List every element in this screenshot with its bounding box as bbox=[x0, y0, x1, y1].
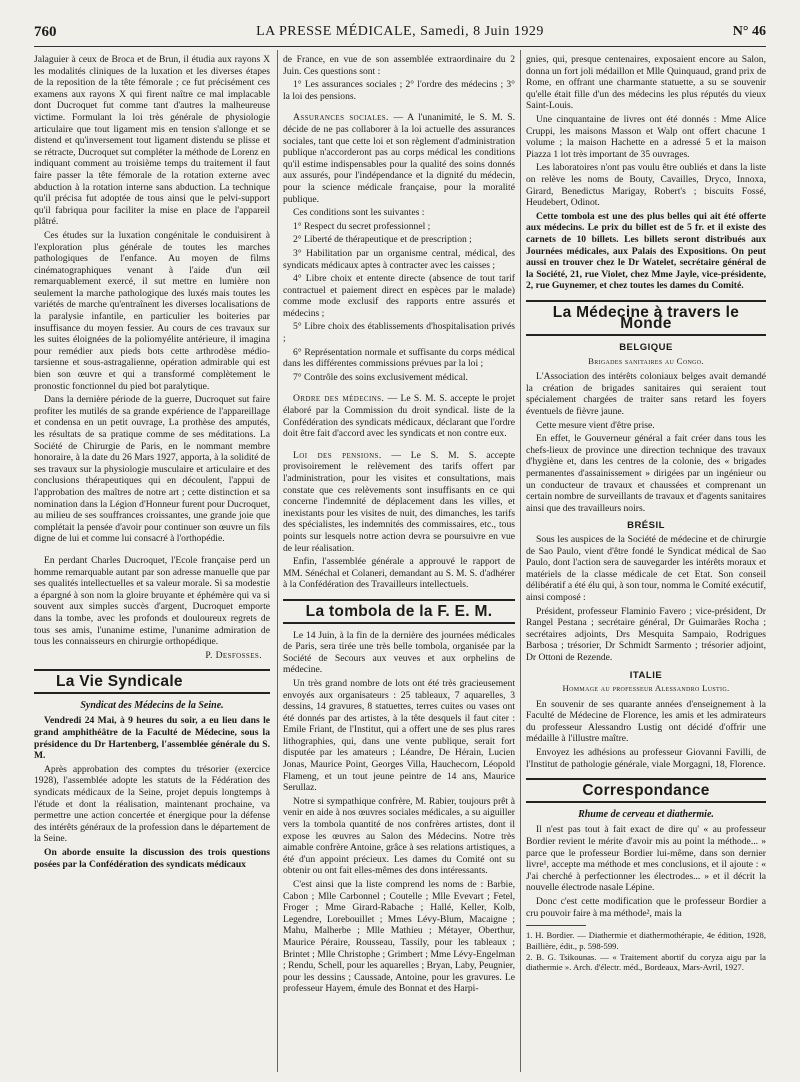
article-paragraph: L'Association des intérêts coloniaux belges avait demandé la création de brigades sanitaires qui seraient tout spécialement chargées de traiter sans retard les foyers éventuels de fièvre jaune. bbox=[526, 371, 766, 418]
article-paragraph: de France, en vue de son assemblée extraordinaire du 2 Juin. Ces questions sont : bbox=[283, 54, 515, 77]
article-paragraph: Donc c'est cette modification que le professeur Bordier a cru pouvoir faire à ma méthode², mais la bbox=[526, 896, 766, 919]
article-paragraph: En effet, le Gouverneur général a fait créer dans tous les chefs-lieux de province une direction technique des travaux d'hygiène et, dans les centres de la colonie, des « brigades permanentes d'assainissement » dirigées par un ingénieur ou un conducteur de travaux et chaussées et comprenant un certain nombre de surveillants de travaux et d'agents sanitaires ainsi que des travailleurs noirs. bbox=[526, 433, 766, 514]
country-heading-italie: ITALIE bbox=[629, 669, 663, 681]
column-divider bbox=[520, 50, 521, 1072]
country-subheading: Brigades sanitaires au Congo. bbox=[588, 355, 704, 366]
section-title-correspondance: Correspondance bbox=[526, 778, 766, 803]
article-paragraph: Notre si sympathique confrère, M. Rabier, toujours prêt à venir en aide à nos œuvres sociales médicales, a su aiguiller vers la tombola quantité de nos confrères artistes, dont il expose les œuvres au Salon des Médecins. Notre très aimable confrère Antoine, grâce à ses relations artistiques, a été d'un appoint précieux. Les dames du Comité ont su obtenir ou ont fait elles-mêmes des dons intéressants. bbox=[283, 795, 515, 877]
issue-number: N° 46 bbox=[732, 24, 766, 39]
article-paragraph: Vendredi 24 Mai, à 9 heures du soir, a eu lieu dans le grand amphithéâtre de la Faculté de Médecine, sous la présidence du Dr Hartenberg, l'assemblée générale du S. M. bbox=[34, 715, 270, 762]
column-1 bbox=[34, 54, 270, 872]
article-paragraph: Président, professeur Flaminio Favero ; vice-président, Dr Rangel Pestana ; secrétaire général, Dr Guimarães Rocha ; secrétaires adjoints, Drs Mesquita Sampaio, Rodrigues Barbosa ; trésorier, Dr Schmidt Sarmento ; trésorier adjoint, Dr Ottoni de Rezende. bbox=[526, 605, 766, 663]
section-title-vie-syndicale: La Vie Syndicale bbox=[34, 669, 270, 694]
header-rule bbox=[34, 46, 766, 47]
article-paragraph: Une cinquantaine de livres ont été donnés : Mme Alice Cruppi, les maisons Masson et Walp ont offert chacune 1 volume ; la maison Hachette en a adressé 5 et la maison Piazza 1 lot très important de 35 ouvrages. bbox=[526, 113, 766, 160]
run-in-heading: Ordre des médecins. bbox=[293, 393, 385, 405]
article-paragraph: Enfin, l'assemblée générale a approuvé le rapport de MM. Sénéchal et Colaneri, demandant au S. M. S. d'adhérer à la Confédération des Travailleurs intellectuels. bbox=[283, 556, 515, 591]
country-heading-bresil: BRÉSIL bbox=[627, 520, 665, 532]
article-paragraph: Sous les auspices de la Société de médecine et de chirurgie de Sao Paulo, vient d'être fondé le Syndicat médical de Sao Paulo, dont l'action sera de sauvegarder les intérêts moraux et matériels de la classe médicale de cet Etat. Son conseil délibératif a été élu qui, à son tour, nomma le Comité exécutif, ainsi composé : bbox=[526, 533, 766, 603]
section-title-medecine-monde: La Médecine à travers le Monde bbox=[526, 300, 766, 336]
article-paragraph: gnies, qui, presque centenaires, exposaient encore au Salon, donna un fort joli médaillon et Mlle Quinquaud, grand prix de Rome, en offrant une charmante statuette, a su se souvenir qu'elle était fille d'un des médecins les plus réputés du vieux Saint-Louis. bbox=[526, 54, 766, 112]
column-2 bbox=[283, 54, 515, 997]
condition-item: 7° Contrôle des soins exclusivement médical. bbox=[293, 371, 468, 383]
article-paragraph: Cette mesure vient d'être prise. bbox=[536, 419, 655, 431]
footnote-rule bbox=[526, 925, 586, 926]
journal-title: LA PRESSE MÉDICALE, Samedi, 8 Juin 1929 bbox=[256, 24, 544, 39]
article-paragraph: Il n'est pas tout à fait exact de dire qu' « au professeur Bordier revient le mérite d'avoir mis au point la méthode... » parce que le professeur Bordier lui-même, dans son dernier livre¹, accepte ma méthode et mes conclusions, et il ajoute : « J'ai cherché à perfectionner les électrodes... » et il décrit la nouvelle électrode nasale Lépine. bbox=[526, 824, 766, 894]
condition-item: 5° Libre choix des établissements d'hospitalisation privés ; bbox=[283, 321, 515, 345]
article-paragraph: Après approbation des comptes du trésorier (exercice 1928), l'assemblée adopte les statuts de la Fédération des syndicats médicaux de la Seine, projet depuis longtemps à l'étude et dont la réalisation, maintenant prochaine, va permettre une action concertée et énergique pour la défense des intérêts généraux de la profession dans le département de la Seine. bbox=[34, 763, 270, 845]
article-paragraph: En souvenir de ses quarante années d'enseignement à la Faculté de Médecine de Florence, les amis et les admirateurs du professeur Alessandro Lustig ont décidé d'offrir une médaille à l'illustre maître. bbox=[526, 698, 766, 745]
article-paragraph: Un très grand nombre de lots ont été très gracieusement envoyés aux organisateurs : 25 tableaux, 7 aquarelles, 3 dessins, 14 gravures, 8 statuettes, terres cuites ou vases ont été donnés par des artistes, à la tête desquels il faut citer : Emile Friant, de l'Institut, qui a offert une de ses plus rares lithographies, qui, dans une vente publique, serait fort disputée par les amateurs ; Léandre, De Hérain, Lucien Jonas, Maurice Point, Georges Villa, Hauchecorn, Léopold Flameng, et un tout jeune peintre de 14 ans, Maurice Serullaz. bbox=[283, 677, 515, 794]
condition-item: 1° Respect du secret professionnel ; bbox=[293, 220, 431, 232]
subsection-title: Syndicat des Médecins de la Seine. bbox=[80, 699, 224, 711]
country-heading-belgique: BELGIQUE bbox=[619, 342, 673, 354]
article-paragraph: Dans la dernière période de la guerre, Ducroquet sut faire profiter les mutilés de sa grande expérience de l'appareillage et condensa en un petit ouvrage, La prothèse des amputés, les résultats de sa pratique comme de ses méditations. La Société de Chirurgie de Paris, en le nommant membre honoraire, à la date du 26 Mars 1927, apporta, à la solidité de ses travaux sur la physiologie musculaire et articulaire et des conclusions thérapeutiques qui en découlent, l'appui de l'approbation des maîtres de notre art ; cette distinction et sa nomination dans la Légion d'Honneur furent pour Ducroquet, au milieu de ses souffrances croissantes, une grande joie que complétait la pensée d'avoir pour continuer son œuvre un fils digne de lui et comme lui consacré à l'orthopédie. bbox=[34, 394, 270, 545]
run-in-heading: Loi des pensions. bbox=[293, 449, 382, 461]
section-title-tombola: La tombola de la F. E. M. bbox=[283, 599, 515, 624]
condition-item: 2° Liberté de thérapeutique et de prescription ; bbox=[293, 234, 472, 246]
article-paragraph: Cette tombola est une des plus belles qui ait été offerte aux médecins. Le prix du billet est de 5 fr. et il existe des carnets de 10 billets. Les billets seront distribués aux Journées médicales, aux Palais des Expositions. On peut aussi en trouver chez le Dr Watelet, secrétaire général de la Société, 21, rue Violet, chez Mme Jayle, vice-présidente, 2, rue Guynemer, et chez toutes les dames du Comité. bbox=[526, 210, 766, 292]
article-paragraph: Ces études sur la luxation congénitale le conduisirent à l'exploration plus générale de toutes les marches pathologiques de l'enfance. Au moyen de films cinématographiques venant à l'aide d'un œil remarquablement exercé, il sut mettre en lumière non seulement la marche pathologique des luxés mais toutes les variétés de marche qu'entraînent les diverses localisations de la paralysie infantile, en particulier les boiteries par insuffisance du moyen fessier. Au cours de ces travaux sur les suites éloignées de la poliomyélite antérieure, il imagina pour remédier aux pieds bots cette arthrodèse médio-tarsienne et sous-astragalienne, opération admirable qui est bien son œuvre et qui a transformé complètement le pronostic fonctionnel du pied bot paralytique. bbox=[34, 229, 270, 392]
ordre-paragraph: Ordre des médecins. — Le S. M. S. accepte le projet élaboré par la Commission du droit syndical. liste de la Confédération des syndicats médicaux, déclarant que l'ordre doit être fait d'accord avec les syndicats et non contre eux. bbox=[283, 393, 515, 440]
pensions-paragraph: Loi des pensions. — Le S. M. S. accepte provisoirement le relèvement des tarifs offert par l'administration, pour les visites et consultations, mais constate que ces relèvements sont insuffisants en ce qui concerne l'indemnité de déplacement dans les villes, et inexistants pour les visites de nuit, des dimanches, les tarifs des spécialistes, les indemnités des commissaires, etc., tous points sur lesquels notre action devra se poursuivre en vue de leur réalisation. bbox=[283, 449, 515, 554]
article-paragraph: C'est ainsi que la liste comprend les noms de : Barbie, Cabon ; Mlle Carbonnel ; Coutelle ; Mlle Evevart ; Fetel, Froger ; Mme Girard-Rabache ; Hallé, Keller, Kolb, Legendre, Lorebouillet ; Mmes Lévy-Blum, Macaigne ; Mahu, Malherbe ; Mlle Mathieu ; Métayer, Oberthur, Maurice Péraire, Rousseau, Tassily, pour les tableaux ; Brintet ; Mlle Christophe ; Grimbert ; Mme Lévy-Engelman ; Rendu, Schell, pour les aquarelles ; Bryan, Laby, Peugnier, pour les dessins ; Caussade, Antoine, pour les gravures. Le professeur Hayem, émule des Bonnat et des Harpi- bbox=[283, 879, 515, 995]
article-paragraph: Le 14 Juin, à la fin de la dernière des journées médicales de Paris, sera tirée une très belle tombola, organisée par la Société de Secours aux veuves et aux orphelins de médecine. bbox=[283, 629, 515, 676]
article-paragraph: Les laboratoires n'ont pas voulu être oubliés et dans la liste on relève les noms de Bouty, Cavailles, Dryco, Innoxa, Girard, Benedictus Marigay, Robert's ; biscuits Fossé, Heudebert, Odinot. bbox=[526, 162, 766, 209]
country-subheading: Hommage au professeur Alessandro Lustig. bbox=[562, 683, 730, 694]
article-paragraph: Ces conditions sont les suivantes : bbox=[293, 207, 425, 219]
author-signature: P. Desfosses. bbox=[205, 649, 262, 661]
footnote: 1. H. Bordier. — Diathermie et diathermothérapie, 4e édition, 1928, Baillière, édit., p. 598-599. bbox=[526, 930, 766, 951]
run-in-heading: Assurances sociales. bbox=[293, 112, 389, 124]
page-header bbox=[34, 24, 766, 46]
footnote: 2. B. G. Tsikounas. — « Traitement abortif du coryza aigu par la diathermie ». Arch. d'électr. méd., Bordeaux, Mars-Avril, 1927. bbox=[526, 952, 766, 973]
condition-item: 3° Habilitation par un organisme central, médical, des syndicats médicaux aptes à contracter avec les caisses ; bbox=[283, 247, 515, 271]
article-paragraph: On aborde ensuite la discussion des trois questions posées par la Confédération des syndicats médicaux bbox=[34, 847, 270, 870]
article-paragraph: En perdant Charles Ducroquet, l'Ecole française perd un homme remarquable autant par son adresse manuelle que par ses qualités intellectuelles et sa valeur morale. Si sa modestie a épargné à son nom la gloire bruyante et éphémère qui va si souvent aux simples succès d'argent, Ducroquet emporte dans la tombe, avec les profonds et douloureux regrets de tous ses amis, l'unanime estime, l'unanime admiration de tous les connaisseurs en chirurgie orthopédique. bbox=[34, 554, 270, 648]
assurances-paragraph: Assurances sociales. — A l'unanimité, le S. M. S. décide de ne pas collaborer à la loi actuelle des assurances sociales, tant que cette loi et son règlement d'administration publique n'accorderont pas au corps médical les conditions qu'il estime indispensables pour la qualité des soins donnés aux assurés, pour l'indépendance et la dignité du médecin, pour la science médicale française, pour la moralité publique. bbox=[283, 112, 515, 205]
column-3 bbox=[526, 54, 766, 974]
column-divider bbox=[277, 50, 278, 1072]
article-paragraph: Jalaguier à ceux de Broca et de Brun, il étudia aux rayons X les modalités cliniques de la luxation et les diverses étapes de la reposition de la tête fémorale ; ce fut précisément ces examens aux rayons X qui firent naître ce mal implacable dont Ducroquet fut comme tant d'autres la malheureuse victime. Formulant la loi très générale de physiologie articulaire que tout ligament mis en tension s'allonge et se distend et qu'inversement tout ligament distendu se plisse et se rétracte, Ducroquet sut compléter la méthode de Lorenz en indiquant comment au troisième temps du traitement il faut faire passer la tête fémorale de la rotation externe avec abduction à la rotation interne sans abduction. La technique qu'il précisa fut adoptée de tous ainsi que le pelvi-support qu'il fabriqua pour faciliter la mise en place de l'appareil plâtré. bbox=[34, 54, 270, 228]
condition-item: 6° Représentation normale et suffisante du corps médical dans les différentes commissions prévues par la loi ; bbox=[283, 346, 515, 370]
page-number: 760 bbox=[34, 24, 57, 40]
article-paragraph: 1° Les assurances sociales ; 2° l'ordre des médecins ; 3° la loi des pensions. bbox=[283, 79, 515, 102]
subsection-title: Rhume de cerveau et diathermie. bbox=[578, 808, 714, 820]
condition-item: 4° Libre choix et entente directe (absence de tout tarif contractuel et paiement direct en espèces par le malade) comme mode exclusif des rapports entre assurés et médecins ; bbox=[283, 273, 515, 319]
article-paragraph: Envoyez les adhésions au professeur Giovanni Favilli, de l'Institut de pathologie générale, viale Morgagni, 18, Florence. bbox=[526, 747, 766, 770]
